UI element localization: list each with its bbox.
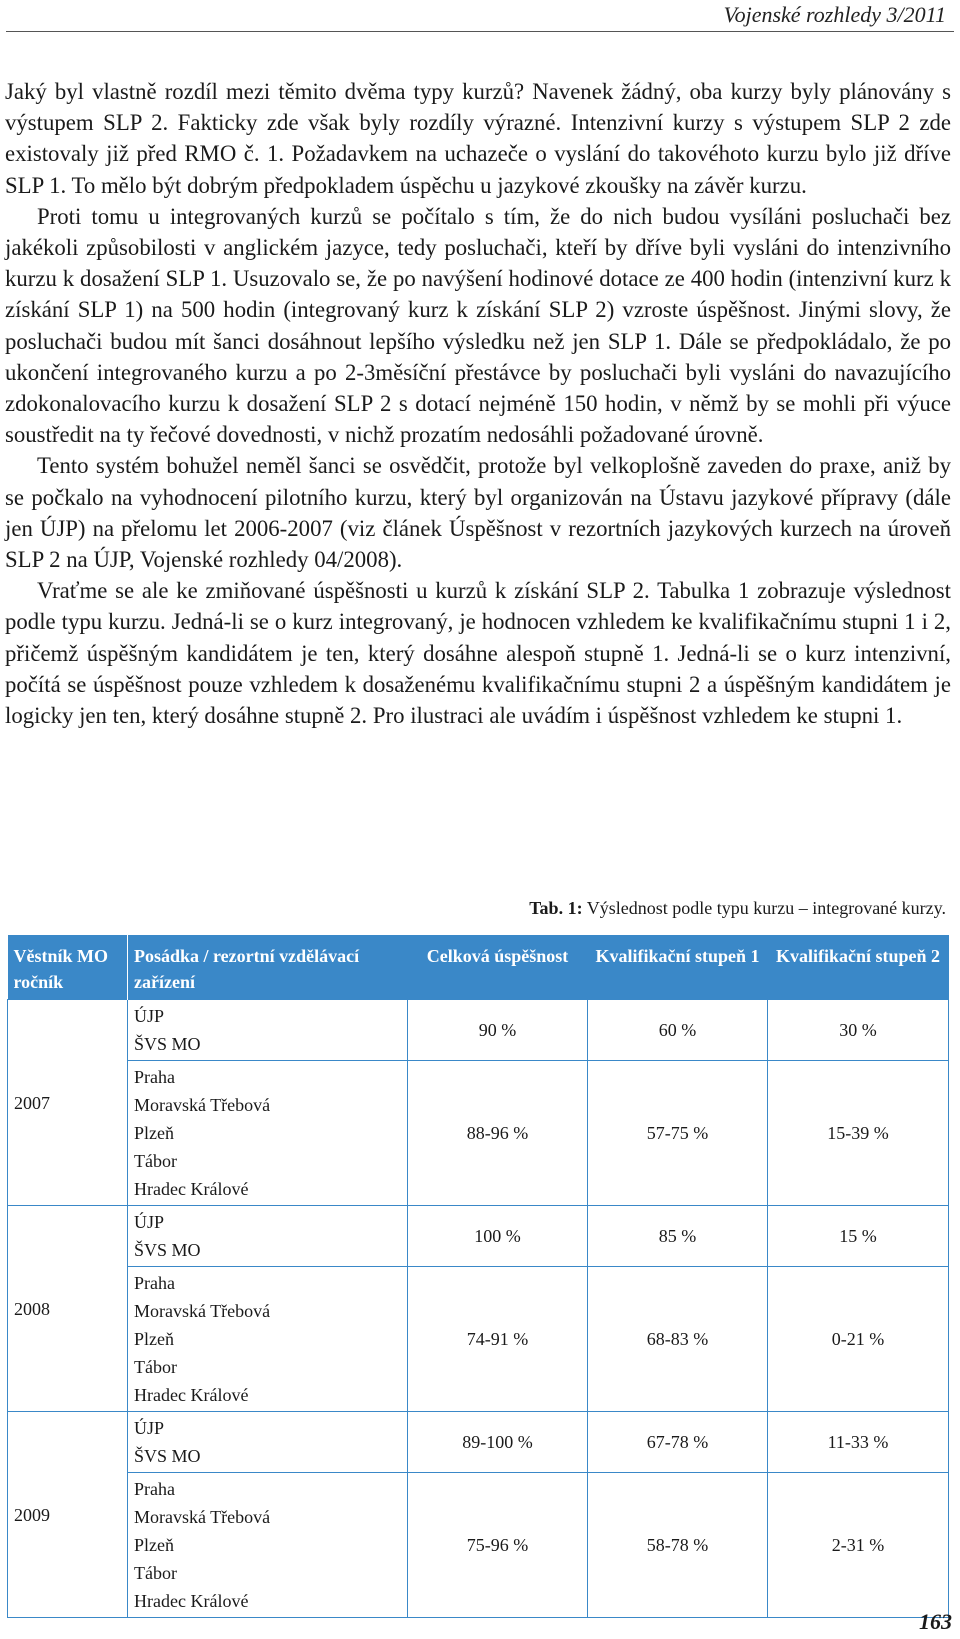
- header-rule: [6, 31, 954, 32]
- table-body: [8, 1000, 949, 1618]
- table-caption: [529, 898, 946, 919]
- level2-cell: 11-33 %: [768, 1412, 949, 1473]
- site-name: Moravská Třebová: [134, 1301, 271, 1321]
- caption-label: Tab. 1:: [529, 898, 583, 918]
- results-table: [7, 935, 949, 1618]
- site-cell: [128, 1412, 408, 1473]
- total-cell: 74-91 %: [408, 1267, 588, 1412]
- site-name: Hradec Králové: [134, 1385, 249, 1405]
- level1-cell: 60 %: [588, 1000, 768, 1061]
- site-cell: [128, 1061, 408, 1206]
- table-row: [8, 1061, 949, 1206]
- table-row: [8, 1267, 949, 1412]
- article-body: [5, 76, 951, 731]
- table-row: [8, 1412, 949, 1473]
- site-name: Hradec Králové: [134, 1179, 249, 1199]
- site-cell: [128, 1206, 408, 1267]
- total-cell: 100 %: [408, 1206, 588, 1267]
- total-cell: 75-96 %: [408, 1473, 588, 1618]
- year-cell: 2008: [8, 1206, 128, 1412]
- site-name: Moravská Třebová: [134, 1507, 271, 1527]
- site-cell: [128, 1000, 408, 1061]
- site-name: Tábor: [134, 1357, 177, 1377]
- level1-cell: 68-83 %: [588, 1267, 768, 1412]
- level1-cell: 58-78 %: [588, 1473, 768, 1618]
- site-cell: [128, 1473, 408, 1618]
- paragraph: Proti tomu u integrovaných kurzů se počítalo s tím, že do nich budou vysíláni posluchači bez jakékoli způsobilosti v anglickém jazyce, tedy posluchači, kteří by dříve byli vysláni do intenzivního kurzu k dosažení SLP 1. Usuzovalo se, že po navýšení hodinové dotace ze 400 hodin (intenzivní kurz k získání SLP 1) na 500 hodin (integrovaný kurz k získání SLP 2) vzroste úspěšnost. Jinými slovy, že posluchači budou mít šanci dosáhnout lepšího výsledku než jen SLP 1. Dále se předpokládalo, že po ukončení integrovaného kurzu a po 2-3měsíční přestávce by posluchači byli vysláni do navazujícího zdokonalovacího kurzu k dosažení SLP 2 s dotací nejméně 150 hodin, v němž by se mohli při výuce soustředit na ty řečové dovednosti, v nichž prozatím nedosáhli požadované úrovně.: [5, 203, 951, 448]
- header-total: Celková úspěšnost: [408, 935, 588, 1000]
- site-name: Praha: [134, 1479, 175, 1499]
- header-level1: Kvalifikační stupeň 1: [588, 935, 768, 1000]
- level2-cell: 15-39 %: [768, 1061, 949, 1206]
- level1-cell: 67-78 %: [588, 1412, 768, 1473]
- site-name: Hradec Králové: [134, 1591, 249, 1611]
- journal-title: Vojenské rozhledy 3/2011: [723, 2, 946, 27]
- site-name: ÚJP: [134, 1212, 165, 1232]
- header-year: Věstník MO ročník: [8, 935, 128, 1000]
- level1-cell: 85 %: [588, 1206, 768, 1267]
- table-row: [8, 1473, 949, 1618]
- paragraph: Tento systém bohužel neměl šanci se osvědčit, protože byl velkoplošně zaveden do praxe, aniž by se počkalo na vyhodnocení pilotního kurzu, který byl organizován na Ústavu jazykové přípravy (dále jen ÚJP) na přelomu let 2006-2007 (viz článek Úspěšnost v rezortních jazykových kurzech na úroveň SLP 2 na ÚJP, Vojenské rozhledy 04/2008).: [5, 453, 951, 573]
- paragraph: Vraťme se ale ke zmiňované úspěšnosti u kurzů k získání SLP 2. Tabulka 1 zobrazuje výslednost podle typu kurzu. Jedná-li se o kurz integrovaný, je hodnocen vzhledem ke kvalifikačnímu stupni 1 i 2, přičemž úspěšným kandidátem je ten, který dosáhne alespoň stupně 1. Jedná-li se o kurz intenzivní, počítá se úspěšnost pouze vzhledem k dosaženému kvalifikačnímu stupni 2 a úspěšným kandidátem je logicky jen ten, který dosáhne stupně 2. Pro ilustraci ale uvádím i úspěšnost vzhledem ke stupni 1.: [5, 578, 951, 729]
- total-cell: 89-100 %: [408, 1412, 588, 1473]
- site-name: Moravská Třebová: [134, 1095, 271, 1115]
- paragraph: Jaký byl vlastně rozdíl mezi těmito dvěma typy kurzů? Navenek žádný, oba kurzy byly plánovány s výstupem SLP 2. Fakticky zde však byly rozdíly výrazné. Intenzivní kurzy s výstupem SLP 2 zde existovaly již před RMO č. 1. Požadavkem na uchazeče o vyslání do takovéhoto kurzu bylo již dříve SLP 1. To mělo být dobrým předpokladem úspěchu u jazykové zkoušky na závěr kurzu.: [5, 79, 951, 198]
- site-name: Tábor: [134, 1151, 177, 1171]
- total-cell: 90 %: [408, 1000, 588, 1061]
- table-row: [8, 1206, 949, 1267]
- site-name: Plzeň: [134, 1535, 174, 1555]
- table-row: [8, 1000, 949, 1061]
- level2-cell: 15 %: [768, 1206, 949, 1267]
- header-level2: Kvalifikační stupeň 2: [768, 935, 949, 1000]
- site-name: Tábor: [134, 1563, 177, 1583]
- site-name: Praha: [134, 1273, 175, 1293]
- year-cell: 2007: [8, 1000, 128, 1206]
- site-name: ÚJP: [134, 1418, 165, 1438]
- site-name: ŠVS MO: [134, 1240, 201, 1260]
- level2-cell: 30 %: [768, 1000, 949, 1061]
- caption-text: Výslednost podle typu kurzu – integrované kurzy.: [582, 898, 946, 918]
- site-name: Praha: [134, 1067, 175, 1087]
- total-cell: 88-96 %: [408, 1061, 588, 1206]
- site-name: Plzeň: [134, 1123, 174, 1143]
- site-name: ŠVS MO: [134, 1446, 201, 1466]
- level2-cell: 0-21 %: [768, 1267, 949, 1412]
- table-header-row: [8, 935, 949, 1000]
- year-cell: 2009: [8, 1412, 128, 1618]
- site-name: ÚJP: [134, 1006, 165, 1026]
- site-name: Plzeň: [134, 1329, 174, 1349]
- page-number: 163: [919, 1609, 952, 1634]
- level2-cell: 2-31 %: [768, 1473, 949, 1618]
- page-header: [0, 0, 960, 40]
- site-name: ŠVS MO: [134, 1034, 201, 1054]
- level1-cell: 57-75 %: [588, 1061, 768, 1206]
- site-cell: [128, 1267, 408, 1412]
- header-site: Posádka / rezortní vzdělávací zařízení: [128, 935, 408, 1000]
